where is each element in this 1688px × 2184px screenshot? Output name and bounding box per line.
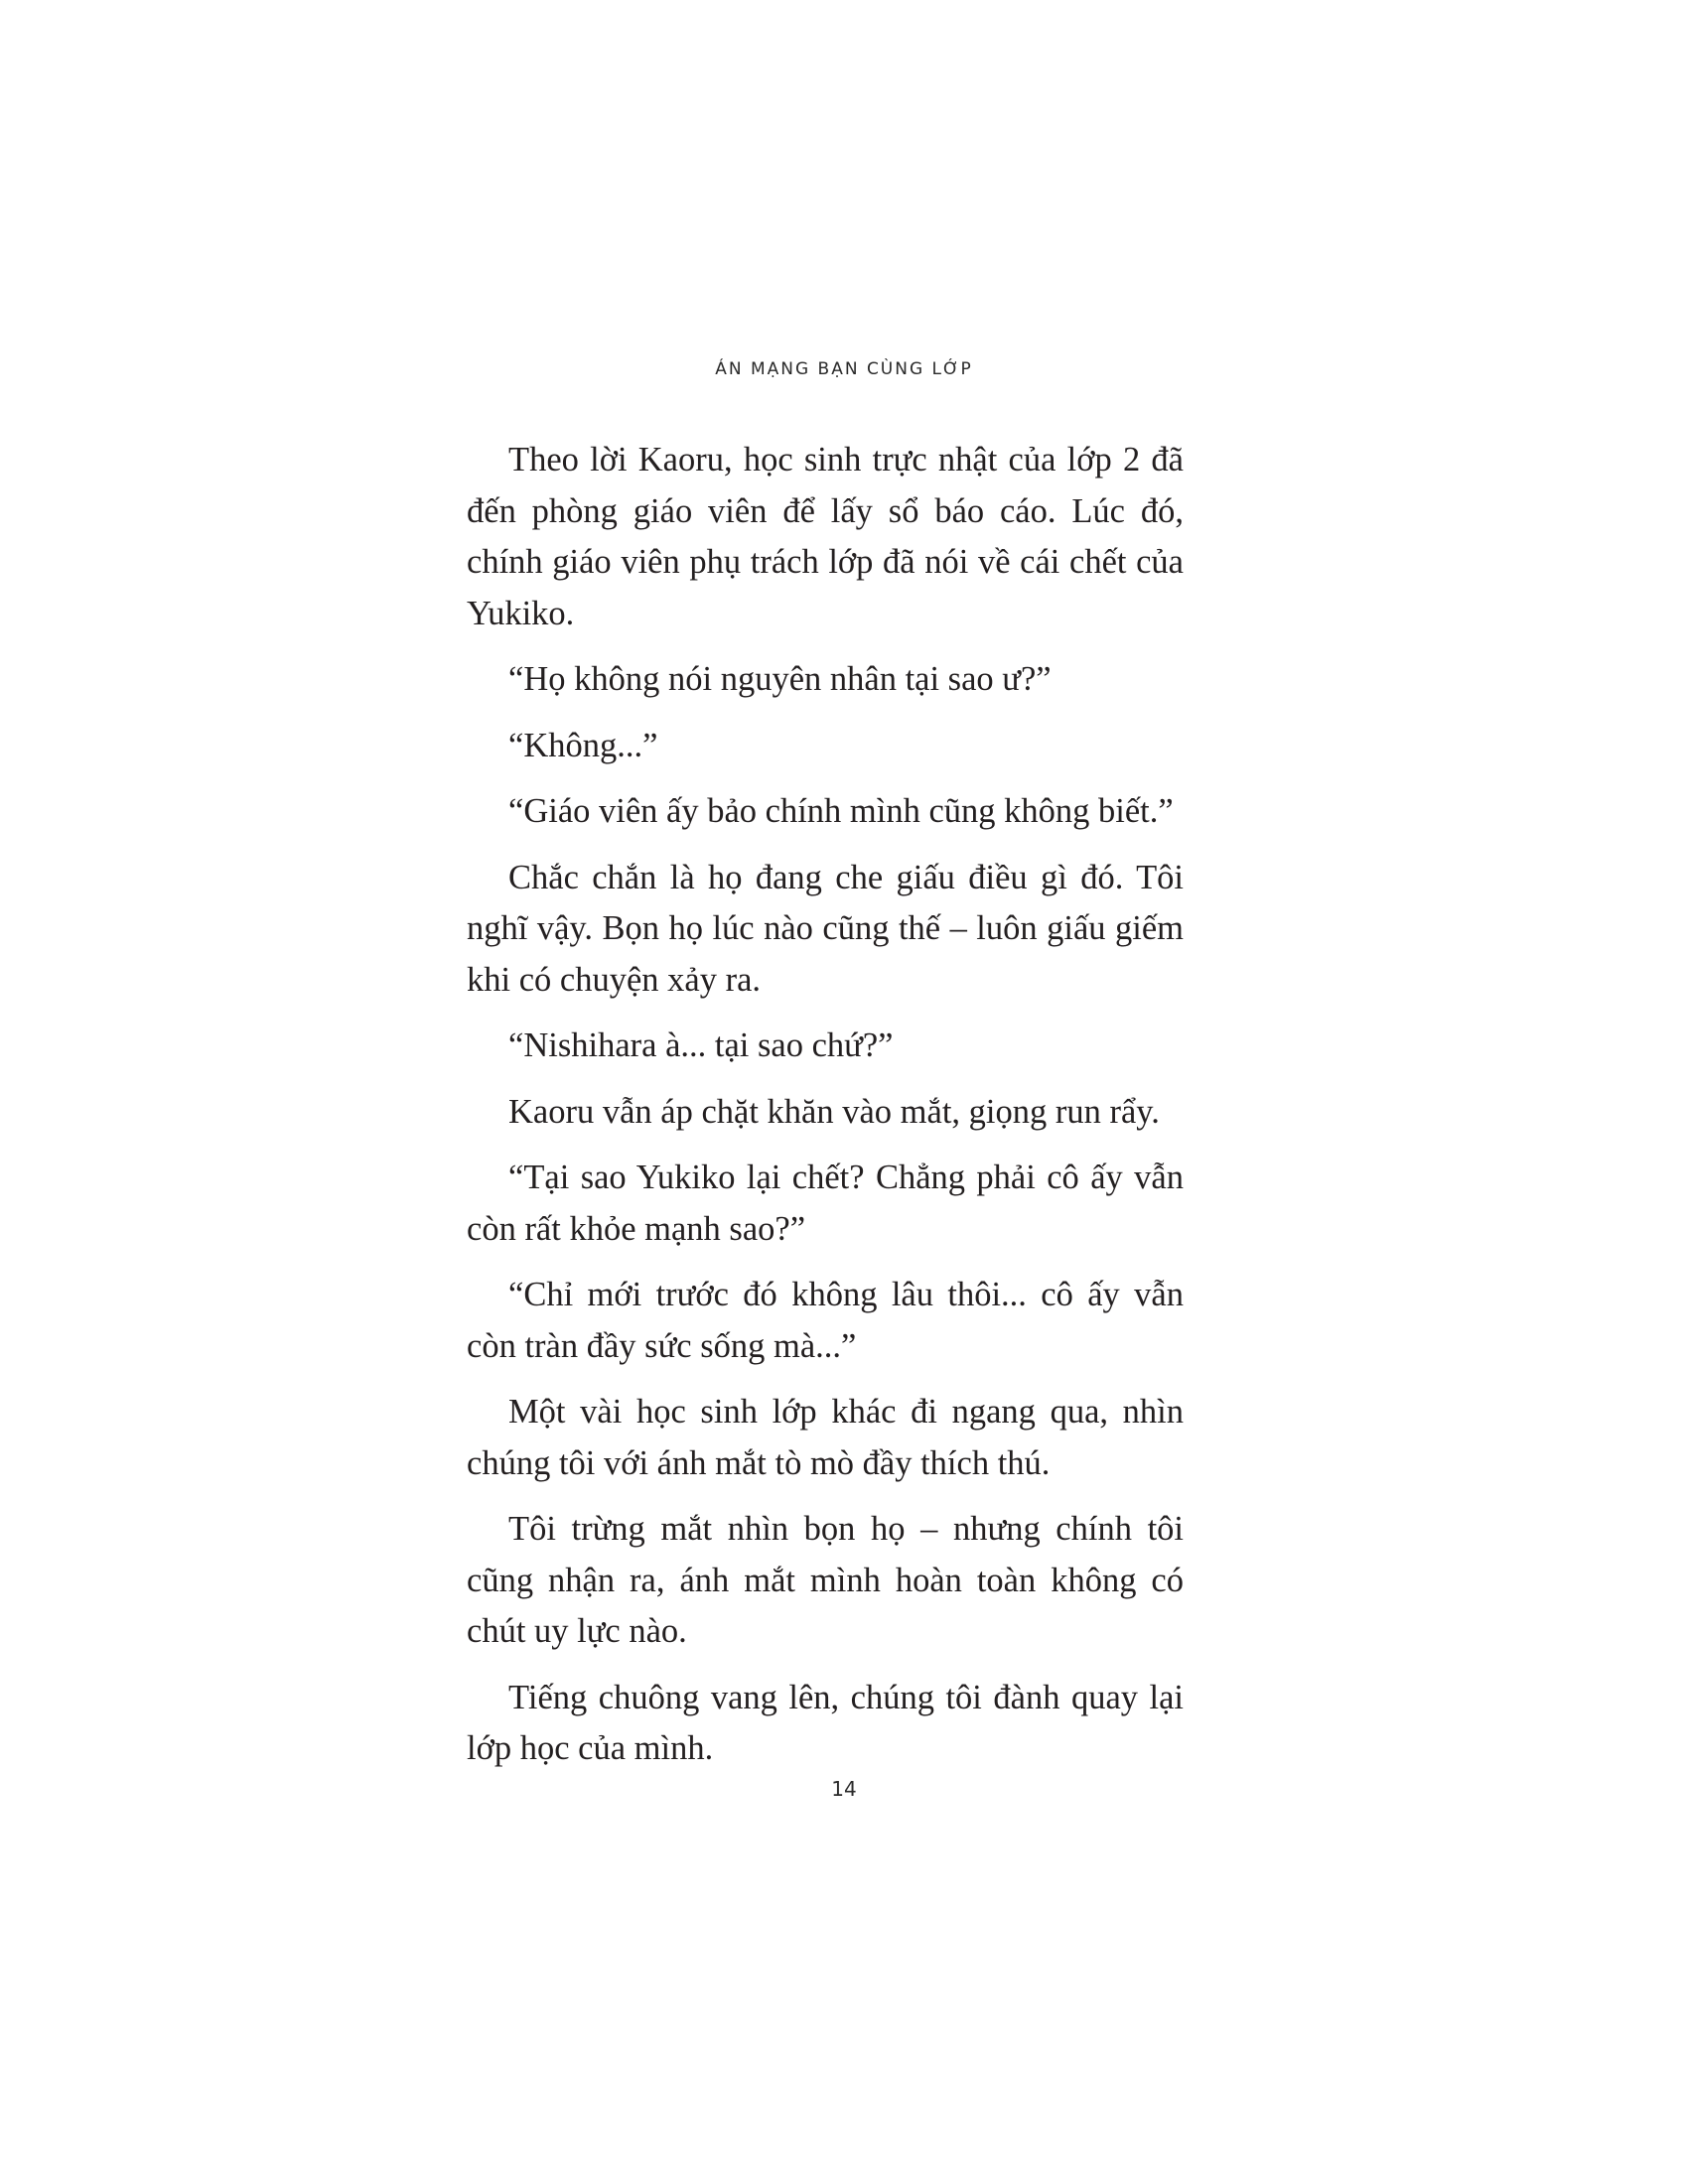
paragraph: “Tại sao Yukiko lại chết? Chẳng phải cô ấy vẫn còn rất khỏe mạnh sao?” (467, 1159, 1184, 1248)
running-header: ÁN MẠNG BẠN CÙNG LỚP (715, 359, 973, 379)
paragraph: “Chỉ mới trước đó không lâu thôi... cô ấy vẫn còn tràn đầy sức sống mà...” (467, 1276, 1184, 1365)
paragraph: Chắc chắn là họ đang che giấu điều gì đó. Tôi nghĩ vậy. Bọn họ lúc nào cũng thế – luôn giấu giếm khi có chuyện xảy ra. (467, 858, 1184, 999)
paragraph: “Họ không nói nguyên nhân tại sao ư?” (508, 660, 1052, 698)
paragraph: Kaoru vẫn áp chặt khăn vào mắt, giọng run rẩy. (508, 1092, 1160, 1131)
paragraph: “Nishihara à... tại sao chứ?” (508, 1026, 894, 1064)
paragraph: Một vài học sinh lớp khác đi ngang qua, nhìn chúng tôi với ánh mắt tò mò đầy thích thú. (467, 1393, 1184, 1482)
paragraph: Theo lời Kaoru, học sinh trực nhật của lớp 2 đã đến phòng giáo viên để lấy sổ báo cáo. Lúc đó, chính giáo viên phụ trách lớp đã nói về cái chết của Yukiko. (467, 441, 1184, 632)
body-text (467, 435, 1184, 1790)
paragraph: “Giáo viên ấy bảo chính mình cũng không biết.” (508, 792, 1174, 830)
paragraph: “Không...” (508, 726, 658, 764)
paragraph: Tiếng chuông vang lên, chúng tôi đành quay lại lớp học của mình. (467, 1678, 1184, 1767)
page-number: 14 (831, 1777, 857, 1801)
paragraph: Tôi trừng mắt nhìn bọn họ – nhưng chính tôi cũng nhận ra, ánh mắt mình hoàn toàn không có chút uy lực nào. (467, 1510, 1184, 1650)
